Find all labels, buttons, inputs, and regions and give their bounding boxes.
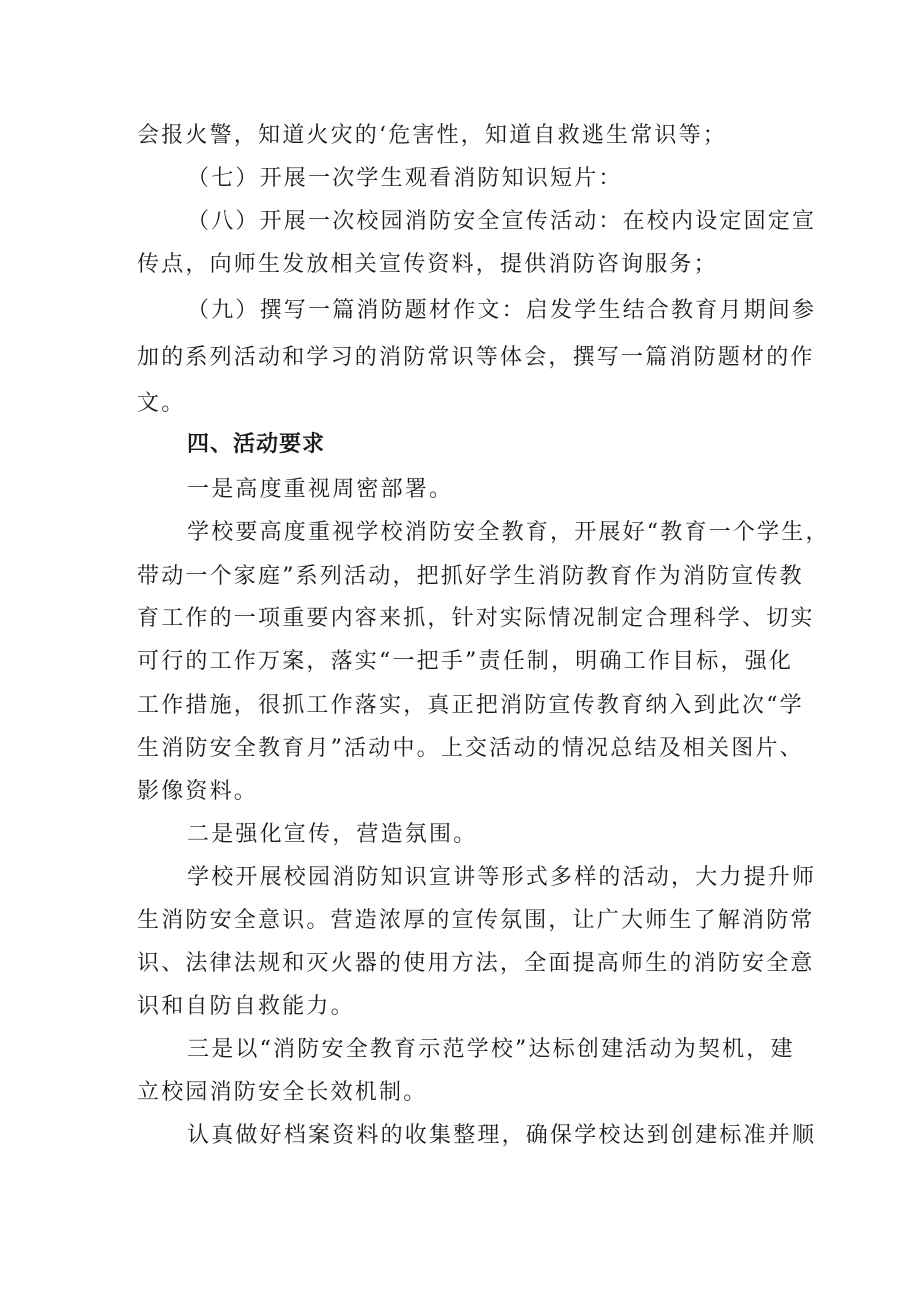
body-text-line: 生消防安全意识。营造浓厚的宣传氛围，让广大师生了解消防常: [137, 908, 815, 933]
body-text-line: 立校园消防安全长效机制。: [137, 1080, 428, 1105]
list-item-9: （九）撰写一篇消防题材作文：启发学生结合教育月期间参: [187, 298, 817, 323]
section-heading: 四、活动要求: [187, 432, 326, 457]
body-text-line: 加的系列活动和学习的消防常识等体会，撰写一篇消防题材的作: [137, 345, 815, 370]
body-text-line: 工作措施，很抓工作落实，真正把消防宣传教育纳入到此次“学: [137, 693, 804, 718]
body-text-line: 育工作的一项重要内容来抓，针对实际情况制定合理科学、切实: [137, 606, 815, 631]
list-item-7: （七）开展一次学生观看消防知识短片：: [187, 166, 623, 191]
body-text-line: 传点，向师生发放相关宣传资料，提供消防咨询服务；: [137, 252, 718, 277]
list-item-8: （八）开展一次校园消防安全宣传活动：在校内设定固定宣: [187, 209, 817, 234]
body-text-line: 学校开展校园消防知识宣讲等形式多样的活动，大力提升师: [187, 865, 817, 890]
subheading-two: 二是强化宣传，营造氛围。: [187, 822, 478, 847]
body-text-line: 识、法律法规和灭火器的使用方法，全面提高师生的消防安全意: [137, 951, 815, 976]
body-text-line: 会报火警，知道火灾的‘危害性，知道自救逃生常识等；: [137, 123, 727, 148]
body-text-line: 认真做好档案资料的收集整理，确保学校达到创建标准并顺: [187, 1123, 817, 1148]
body-text-line: 影像资料。: [137, 779, 259, 804]
body-text-line: 文。: [137, 391, 186, 416]
subheading-one: 一是高度重视周密部署。: [187, 477, 454, 502]
subheading-three: 三是以“消防安全教育示范学校”达标创建活动为契机，建: [187, 1037, 795, 1062]
body-text-line: 学校要高度重视学校消防安全教育，开展好“教育一个学生，: [187, 520, 830, 545]
body-text-line: 带动一个家庭”系列活动，把抓好学生消防教育作为消防宣传教: [137, 564, 804, 589]
body-text-line: 生消防安全教育月”活动中。上交活动的情况总结及相关图片、: [137, 736, 804, 761]
body-text-line: 识和自防自救能力。: [137, 994, 355, 1019]
body-text-line: 可行的工作万案，落实“一把手”责任制，明确工作目标，强化: [137, 649, 794, 674]
